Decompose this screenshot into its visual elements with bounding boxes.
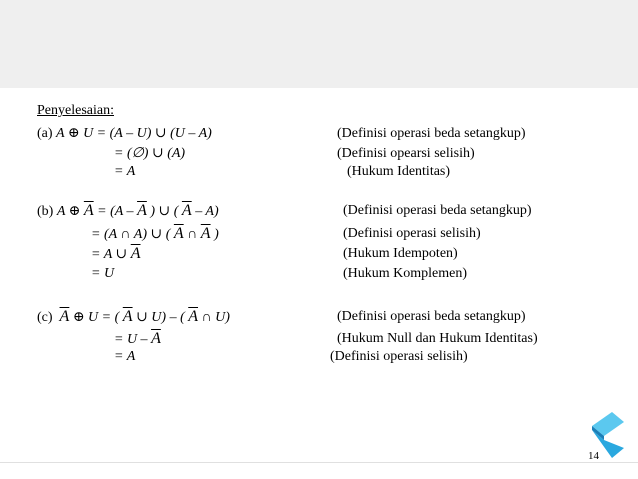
solution-b-step2-reason: (Definisi operasi selisih) [343, 226, 481, 241]
solution-b-step3-reason: (Hukum Idempoten) [343, 246, 458, 261]
header-band [0, 0, 638, 88]
solution-a-step3-expression: = A [114, 164, 136, 179]
footer-rule [0, 462, 638, 463]
solution-a-step1-reason: (Definisi operasi beda setangkup) [337, 126, 526, 141]
solution-b-step3-expression: = A ∪ $\overline{A}$ [91, 245, 141, 262]
solution-b-step4-expression: = U [91, 266, 115, 281]
solution-b-step1-reason: (Definisi operasi beda setangkup) [343, 203, 532, 218]
solution-c-step3-expression: = A [114, 349, 136, 364]
solution-c-step2-reason: (Hukum Null dan Hukum Identitas) [337, 331, 538, 346]
solution-b-step4-reason: (Hukum Komplemen) [343, 266, 468, 281]
solution-a-step3-reason: (Hukum Identitas) [347, 164, 451, 179]
solution-c-step1-reason: (Definisi operasi beda setangkup) [337, 309, 526, 324]
solution-a-label: (a) [37, 126, 53, 141]
solution-b-step1 [37, 203, 219, 220]
page-number: 14 [588, 450, 599, 462]
solution-a-step1 [37, 126, 212, 142]
solution-c-step1 [37, 309, 230, 326]
solution-b-step1-expression: A ⊕ $\overline{A} = (A - \overline{A}$ ) ∪ ( $\overline{A} - A$) [56, 202, 219, 219]
brand-logo-icon [590, 412, 626, 458]
solution-b-step2-expression: = (A ∩ A) ∪ ( $\overline{A}$ ∩ $\overline{A}$ ) [91, 225, 219, 242]
solution-c-step2-expression: = U – $\overline{A}$ [114, 330, 161, 347]
solution-a-step1-expression: A ⊕ U = (A – U) ∪ (U – A) [56, 126, 212, 141]
solution-c-step3-reason: (Definisi operasi selisih) [330, 349, 468, 364]
solution-c-step1-expression: $\overline{A}$ ⊕ U = ( $\overline{A}$ ∪ U) – ( $\overline{A}$ ∩ U) [59, 308, 230, 325]
solution-a-step2-expression: = (∅) ∪ (A) [114, 146, 186, 161]
solution-heading: Penyelesaian: [37, 103, 114, 118]
logo-lower-chevron [592, 430, 624, 458]
solution-a-step2-reason: (Definisi opearsi selisih) [337, 146, 475, 161]
solution-b-label: (b) [37, 204, 54, 219]
solution-c-label: (c) [37, 310, 53, 325]
